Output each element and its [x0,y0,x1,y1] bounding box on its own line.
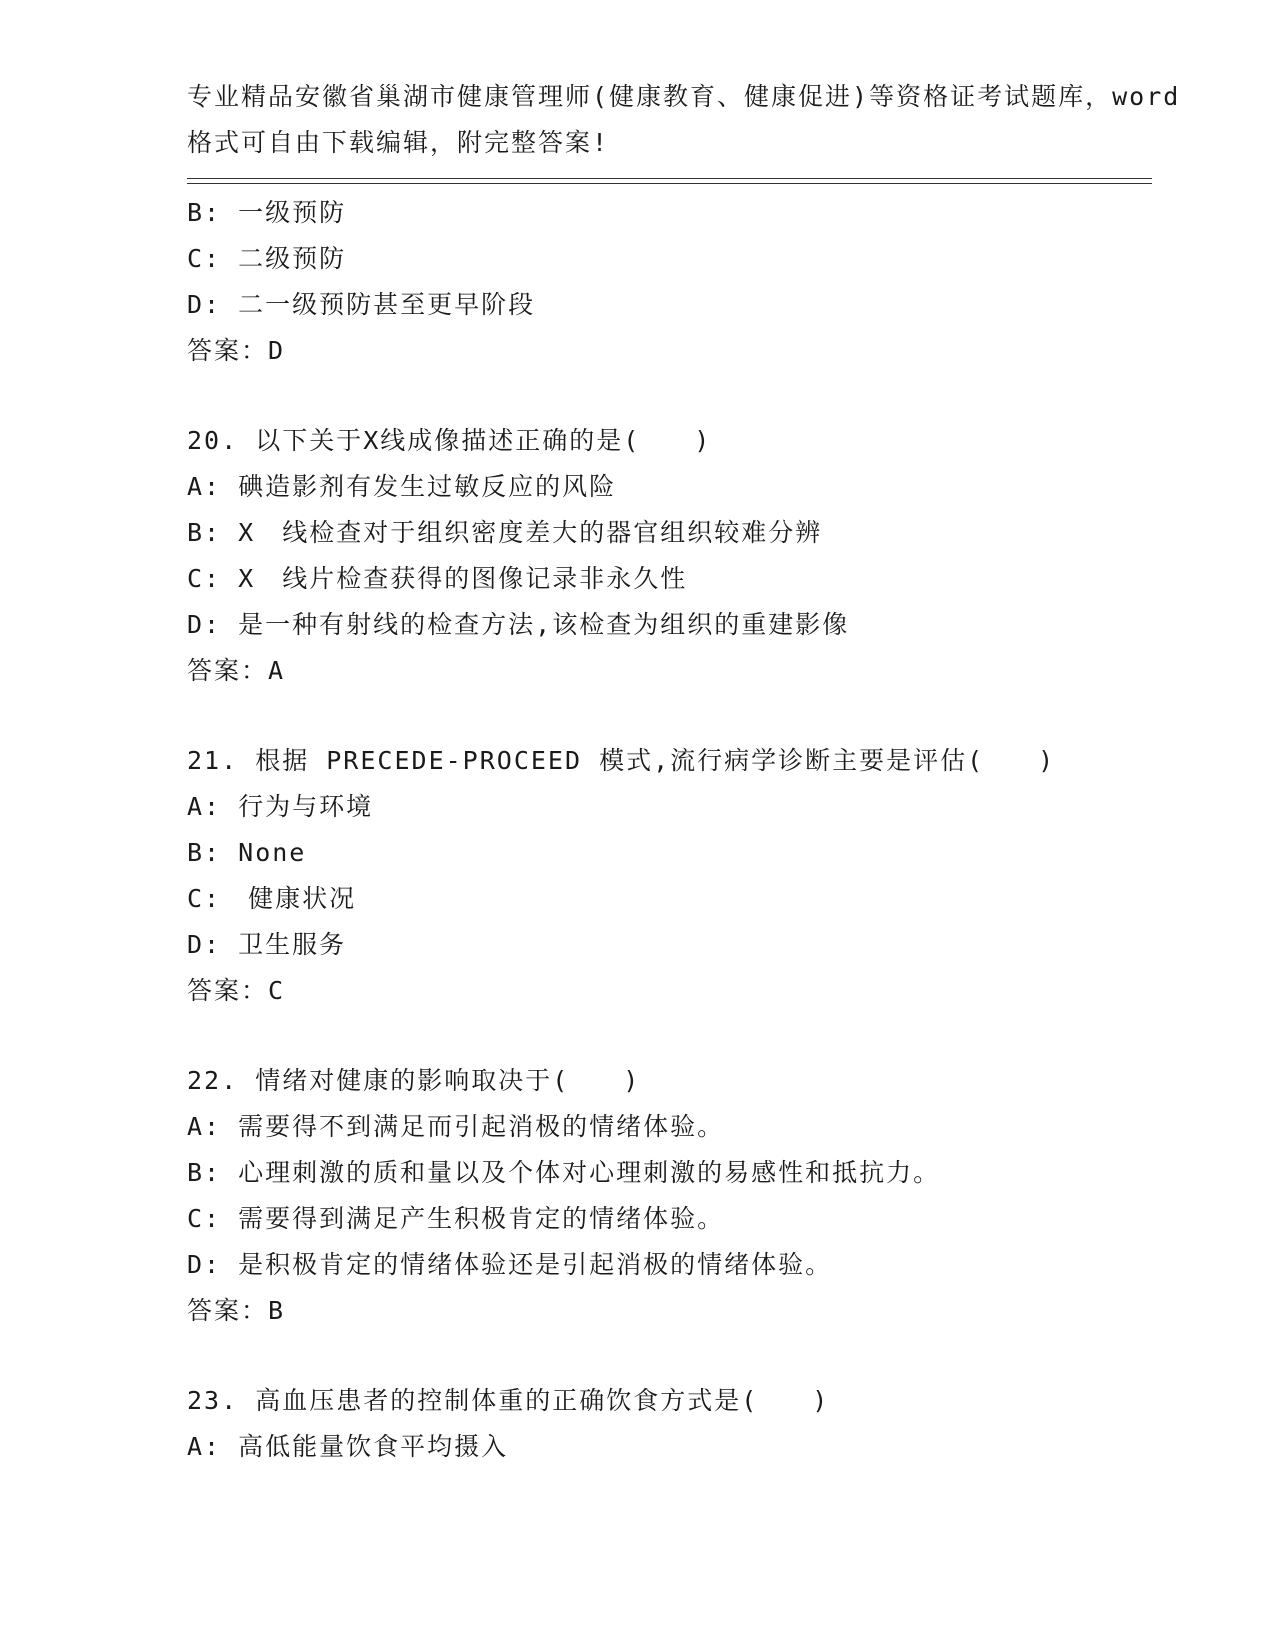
question-19-tail [187,190,1147,374]
question-text: 23. 高血压患者的控制体重的正确饮食方式是( ) [187,1386,830,1415]
option-c: C: 健康状况 [187,884,357,913]
question-text: 20. 以下关于X线成像描述正确的是( ) [187,426,712,455]
option-a: A: 碘造影剂有发生过敏反应的风险 [187,472,617,501]
answer: 答案：A [187,656,286,685]
question-list [187,190,1147,1470]
option-d: D: 卫生服务 [187,930,347,959]
option-d: D: 二一级预防甚至更早阶段 [187,290,536,319]
option-d: D: 是积极肯定的情绪体验还是引起消极的情绪体验。 [187,1250,833,1279]
option-c: C: 二级预防 [187,244,347,273]
question-20 [187,418,1147,694]
header-line-1: 专业精品安徽省巢湖市健康管理师(健康教育、健康促进)等资格证考试题库，word [187,82,1181,111]
option-b: B: 一级预防 [187,198,347,227]
option-a: A: 高低能量饮食平均摄入 [187,1432,509,1461]
option-c: C: X 线片检查获得的图像记录非永久性 [187,564,688,593]
header-divider-bottom [187,183,1152,184]
option-b: B: None [187,838,307,867]
answer: 答案：D [187,336,286,365]
question-21 [187,738,1147,1014]
option-a: A: 行为与环境 [187,792,374,821]
header-line-2: 格式可自由下载编辑，附完整答案! [187,128,610,157]
answer: 答案：B [187,1296,286,1325]
question-text: 21. 根据 PRECEDE-PROCEED 模式,流行病学诊断主要是评估( ) [187,746,1056,775]
answer: 答案：C [187,976,286,1005]
question-23 [187,1378,1147,1470]
option-c: C: 需要得到满足产生积极肯定的情绪体验。 [187,1204,725,1233]
question-22 [187,1058,1147,1334]
option-d: D: 是一种有射线的检查方法,该检查为组织的重建影像 [187,610,850,639]
option-b: B: X 线检查对于组织密度差大的器官组织较难分辨 [187,518,823,547]
document-header [187,74,1181,166]
option-b: B: 心理刺激的质和量以及个体对心理刺激的易感性和抵抗力。 [187,1158,941,1187]
option-a: A: 需要得不到满足而引起消极的情绪体验。 [187,1112,725,1141]
question-text: 22. 情绪对健康的影响取决于( ) [187,1066,641,1095]
header-divider-top [187,178,1152,179]
